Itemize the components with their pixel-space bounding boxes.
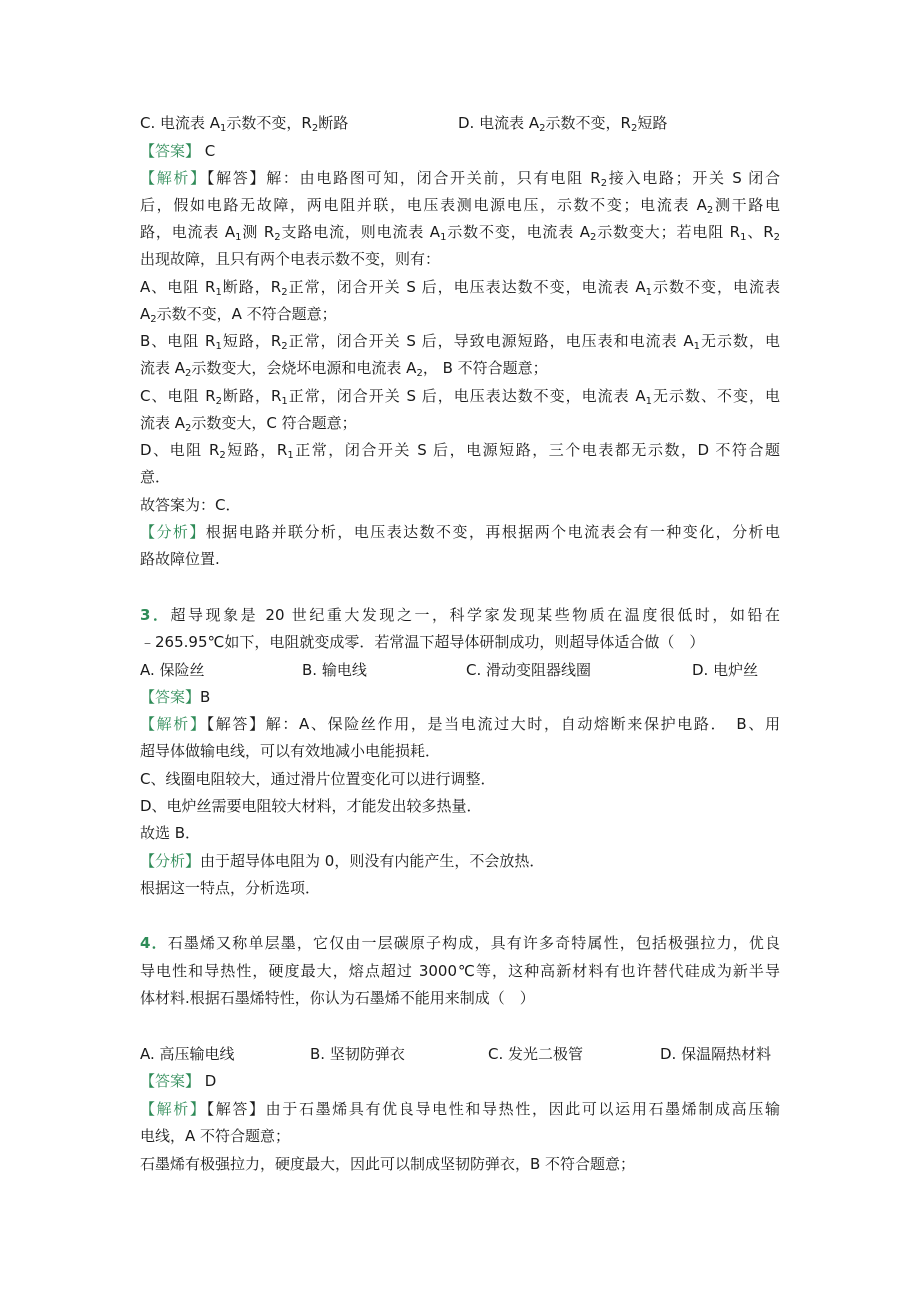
q2-analysis-line: 出现故障，且只有两个电表示数不变，则有： bbox=[140, 250, 441, 268]
analysis-tag: 【解析】 bbox=[140, 715, 207, 733]
q3-stem-line: ﹣265.95℃如下，电阻就变成零．若常温下超导体研制成功，则超导体适合做（ ） bbox=[140, 633, 705, 651]
q2-analysis-line: $A_2$示数不变，A 不符合题意； bbox=[140, 305, 337, 325]
q3-options-row bbox=[140, 660, 780, 680]
q2-analysis-line: 流表 $A_2$示数变大，C 符合题意； bbox=[140, 414, 357, 434]
q4-options-row bbox=[140, 1044, 780, 1064]
q4-stem-line: 体材料.根据石墨烯特性，你认为石墨烯不能用来制成（ ） bbox=[140, 989, 535, 1007]
q3-option-b: B. 输电线 bbox=[302, 661, 367, 679]
q2-option-c: C. 电流表 $A_1$示数不变，$R_2$断路 bbox=[140, 114, 349, 134]
q2-option-d: D. 电流表 $A_2$示数不变，$R_2$短路 bbox=[458, 114, 668, 134]
q3-fenxi: 【分析】由于超导体电阻为 0，则没有内能产生，不会放热． bbox=[140, 852, 545, 870]
q4-answer: 【答案】 D bbox=[140, 1072, 217, 1090]
q2-answer: 【答案】 C bbox=[140, 142, 216, 160]
fenxi-tag: 【分析】 bbox=[140, 852, 201, 870]
q2-analysis-line: 【解析】【解答】解：由电路图可知，闭合开关前，只有电阻 $R_2$接入电路；开关 S 闭合 bbox=[140, 169, 780, 189]
q3-stem: 3．超导现象是 20 世纪重大发现之一，科学家发现某些物质在温度很低时，如铅在 bbox=[140, 606, 780, 624]
q2-fenxi: 【分析】根据电路并联分析，电压表达数不变，再根据两个电流表会有一种变化，分析电 bbox=[140, 523, 780, 541]
answer-tag: 【答案】 bbox=[140, 142, 201, 160]
q3-analysis-line: 【解析】【解答】解：A、保险丝作用，是当电流过大时，自动熔断来保护电路． B、用 bbox=[140, 715, 780, 733]
q3-answer: 【答案】B bbox=[140, 688, 211, 706]
q4-stem: 4．石墨烯又称单层墨，它仅由一层碳原子构成，具有许多奇特属性，包括极强拉力，优良 bbox=[140, 934, 781, 952]
q2-analysis-line: 流表 $A_2$示数变大，会烧坏电源和电流表 $A_2$， B 不符合题意； bbox=[140, 359, 548, 379]
question-number: 3． bbox=[140, 606, 171, 624]
analysis-tag: 【解析】 bbox=[140, 169, 207, 187]
q2-analysis-line: C、电阻 $R_2$断路，$R_1$正常，闭合开关 S 后，电压表达数不变，电流表 $A_1$无示数、不变，电 bbox=[140, 387, 780, 407]
q2-analysis-line: A、电阻 $R_1$断路，$R_2$正常，闭合开关 S 后，电压表达数不变，电流表 $A_1$示数不变，电流表 bbox=[140, 278, 780, 298]
q4-analysis-line: 石墨烯有极强拉力，硬度最大，因此可以制成坚韧防弹衣，B 不符合题意； bbox=[140, 1155, 636, 1173]
q2-conclusion: 故答案为：C． bbox=[140, 496, 241, 514]
analysis-tag: 【解析】 bbox=[140, 1100, 207, 1118]
q2-analysis-line: 路，电流表 $A_1$测 $R_2$支路电流，则电流表 $A_1$示数不变，电流表 $A_2$示数变大；若电阻 $R_1$、$R_2$ bbox=[140, 223, 780, 243]
q4-stem-line: 导电性和导热性，硬度最大，熔点超过 3000℃等，这种高新材料有也许替代硅成为新半导 bbox=[140, 962, 780, 980]
answer-tag: 【答案】 bbox=[140, 688, 201, 706]
q3-analysis-line: D、电炉丝需要电阻较大材料，才能发出较多热量． bbox=[140, 797, 482, 815]
q4-option-d: D. 保温隔热材料 bbox=[660, 1045, 772, 1063]
q2-fenxi-line: 路故障位置. bbox=[140, 550, 220, 568]
q2-analysis-line: D、电阻 $R_2$短路，$R_1$正常，闭合开关 S 后，电源短路，三个电表都无示数，D 不符合题 bbox=[140, 441, 780, 461]
q4-option-c: C. 发光二极管 bbox=[488, 1045, 584, 1063]
q2-analysis-line: B、电阻 $R_1$短路，$R_2$正常，闭合开关 S 后，导致电源短路，电压表和电流表 $A_1$无示数，电 bbox=[140, 332, 780, 352]
q4-analysis-line: 电线，A 不符合题意； bbox=[140, 1127, 291, 1145]
q2-options-row bbox=[140, 113, 780, 133]
q3-analysis-line: 超导体做输电线，可以有效地减小电能损耗． bbox=[140, 742, 441, 760]
q4-option-b: B. 坚韧防弹衣 bbox=[310, 1045, 405, 1063]
q3-option-c: C. 滑动变阻器线圈 bbox=[466, 661, 592, 679]
q4-analysis-line: 【解析】【解答】由于石墨烯具有优良导电性和导热性，因此可以运用石墨烯制成高压输 bbox=[140, 1100, 780, 1118]
answer-tag: 【答案】 bbox=[140, 1072, 201, 1090]
q3-fenxi-line: 根据这一特点，分析选项． bbox=[140, 879, 321, 897]
q3-option-a: A. 保险丝 bbox=[140, 661, 205, 679]
q2-analysis-line: 意． bbox=[140, 468, 171, 486]
q3-analysis-line: C、线圈电阻较大，通过滑片位置变化可以进行调整． bbox=[140, 770, 496, 788]
q4-option-a: A. 高压输电线 bbox=[140, 1045, 235, 1063]
q3-option-d: D. 电炉丝 bbox=[692, 661, 759, 679]
question-number: 4． bbox=[140, 934, 168, 952]
q3-conclusion: 故选 B． bbox=[140, 824, 201, 842]
q2-analysis-line: 后，假如电路无故障，两电阻并联，电压表测电源电压，示数不变；电流表 $A_2$测干路电 bbox=[140, 196, 780, 216]
fenxi-tag: 【分析】 bbox=[140, 523, 206, 541]
